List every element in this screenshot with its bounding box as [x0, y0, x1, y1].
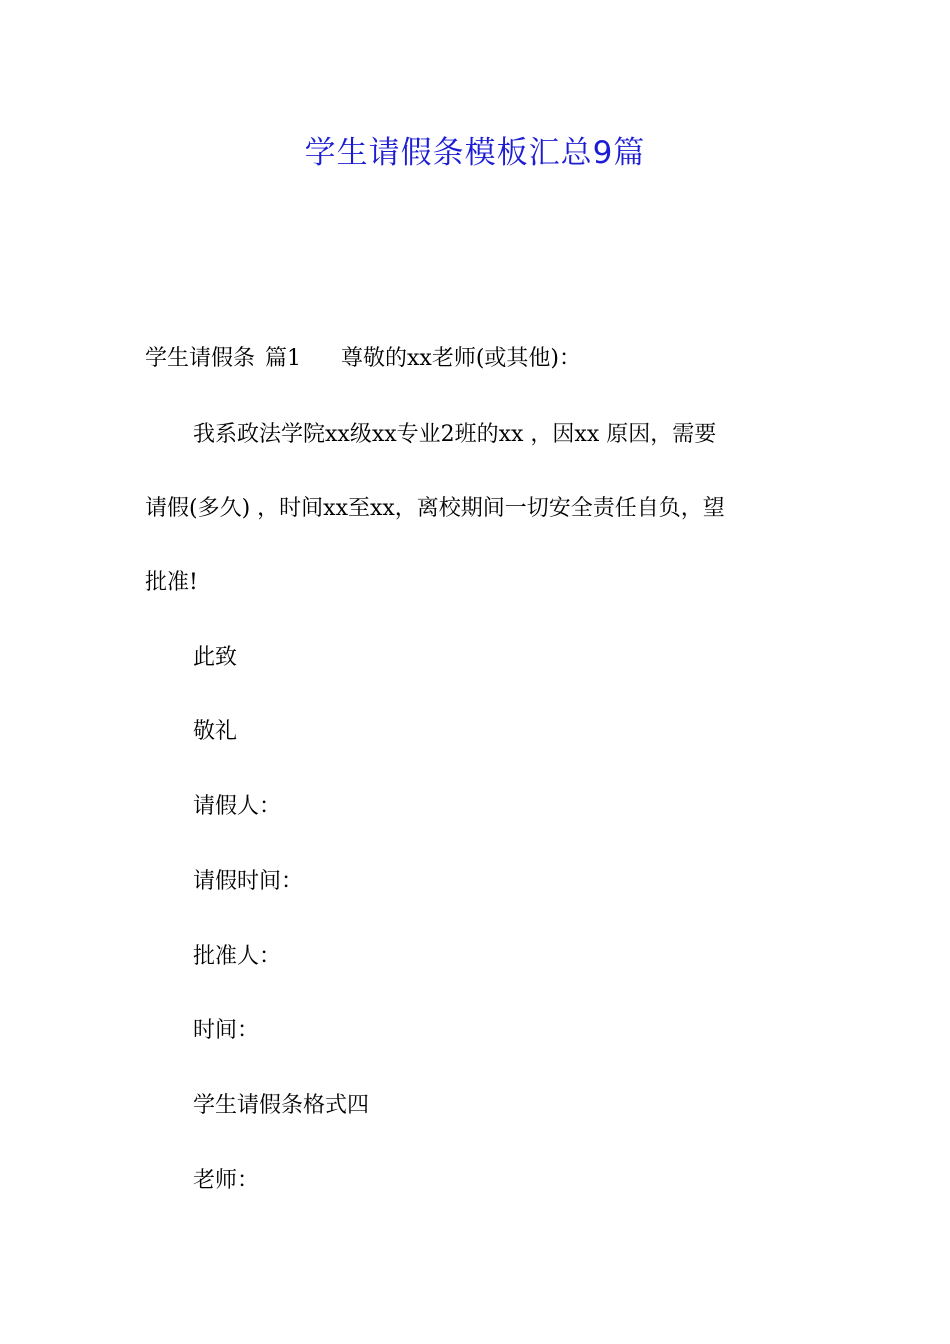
field-approver: 批准人： [193, 944, 282, 969]
field-leave-time: 请假时间： [193, 869, 304, 894]
heading-label: 学生请假条 [145, 346, 256, 371]
teacher-salutation: 老师： [193, 1168, 260, 1193]
body-line-2: 请假(多久) ，时间xx至xx，离校期间一切安全责任自负，望 [145, 496, 725, 521]
salutation: 尊敬的xx老师(或其他)： [341, 346, 581, 371]
section-heading: 学生请假条格式四 [193, 1093, 370, 1118]
field-time: 时间： [193, 1018, 260, 1043]
closing-jingli: 敬礼 [193, 719, 238, 744]
first-line [145, 344, 581, 374]
field-applicant: 请假人： [193, 794, 282, 819]
heading-number: 篇1 [265, 346, 302, 371]
body-line-3: 批准! [145, 570, 198, 595]
closing-cizhi: 此致 [193, 645, 238, 670]
document-title: 学生请假条模板汇总9篇 [304, 135, 646, 171]
body-line-1: 我系政法学院xx级xx专业2班的xx ，因xx 原因，需要 [193, 422, 717, 447]
